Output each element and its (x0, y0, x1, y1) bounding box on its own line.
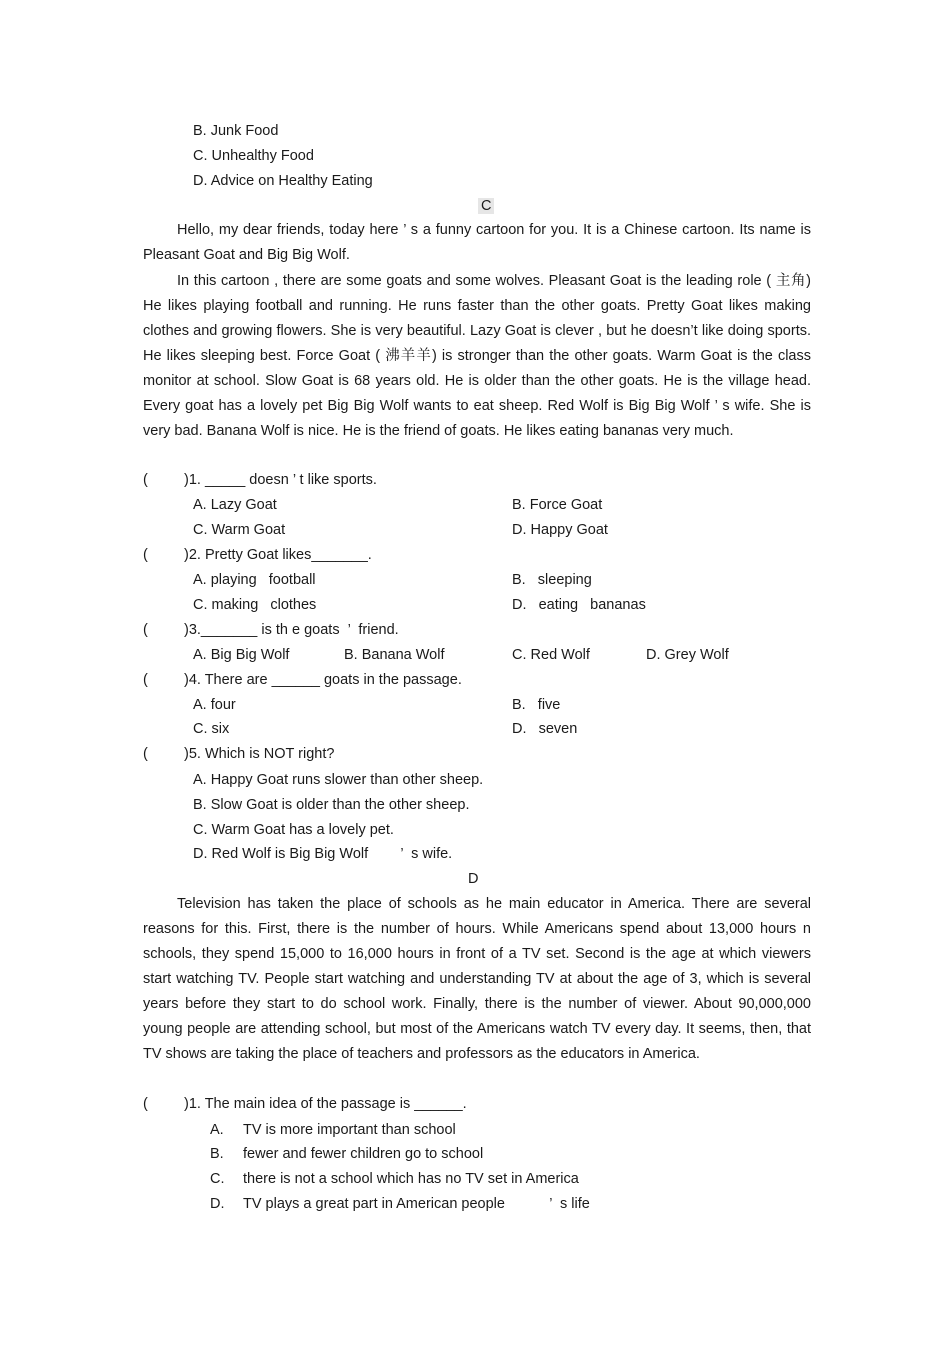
option-a-letter: A. (210, 1122, 224, 1138)
prev-option-d: D. Advice on Healthy Eating (193, 173, 373, 189)
option-b: B. Banana Wolf (344, 647, 445, 663)
question-bracket: ( (143, 746, 148, 762)
section-c-paragraph-1: Hello, my dear friends, today here ’ s a funny cartoon for you. It is a Chinese cartoon. Its name is Pleasant Goat and Big Big Wolf. (143, 222, 811, 263)
question-stem: )5. Which is NOT right? (184, 746, 335, 762)
option-b-letter: B. (210, 1146, 224, 1162)
option-b: B. Slow Goat is older than the other sheep. (193, 797, 470, 813)
question-stem: )4. There are ______ goats in the passage. (184, 672, 462, 688)
question-stem: )3._______ is th e goats ’ friend. (184, 622, 399, 638)
question-stem: )1. The main idea of the passage is ______. (184, 1096, 467, 1112)
option-d-text: TV plays a great part in American people ’ s life (243, 1196, 590, 1212)
option-d-letter: D. (210, 1196, 225, 1212)
question-bracket: ( (143, 622, 148, 638)
question-bracket: ( (143, 547, 148, 563)
option-a-text: TV is more important than school (243, 1122, 456, 1138)
option-a: A. Happy Goat runs slower than other sheep. (193, 772, 484, 788)
option-c-text: there is not a school which has no TV set in America (243, 1171, 579, 1187)
option-d: D. seven (512, 721, 578, 737)
section-c-heading-text: C (478, 198, 494, 214)
section-d-passage (143, 892, 811, 1067)
option-c: C. Red Wolf (512, 647, 590, 663)
question-bracket: ( (143, 672, 148, 688)
question-bracket: ( (143, 472, 148, 488)
option-a: A. four (193, 697, 236, 713)
option-b: B. sleeping (512, 572, 592, 588)
prev-option-b: B. Junk Food (193, 123, 279, 139)
option-c: C. six (193, 721, 230, 737)
question-bracket: ( (143, 1096, 148, 1112)
question-stem: )1. _____ doesn ’ t like sports. (184, 472, 377, 488)
option-a: A. Lazy Goat (193, 497, 277, 513)
option-d: D. Grey Wolf (646, 647, 729, 663)
section-d-heading: D (468, 871, 479, 887)
option-a: A. playing football (193, 572, 316, 588)
section-c-paragraph-2: In this cartoon , there are some goats and some wolves. Pleasant Goat is the leading role ( 主角) He likes playing football and running. He runs faster than the other goats. Pretty Goat likes making clothes and growing flowers. She is very beautiful. Lazy Goat is clever , but he doesn’t like doing sports. He likes sleeping best. Force Goat ( 沸羊羊) is stronger than the other goats. Warm Goat is the class monitor at school. Slow Goat is 68 years old. He is older than the other goats. He is the village head. Every goat has a lovely pet Big Big Wolf wants to eat sheep. Red Wolf is Big Big Wolf ’ s wife. She is very bad. Banana Wolf is nice. He is the friend of goats. He likes eating bananas very much. (143, 273, 811, 439)
option-c: C. Warm Goat (193, 522, 286, 538)
prev-option-c: C. Unhealthy Food (193, 148, 314, 164)
option-a: A. Big Big Wolf (193, 647, 290, 663)
option-d: D. Happy Goat (512, 522, 608, 538)
section-d-paragraph: Television has taken the place of schools as he main educator in America. There are several reasons for this. First, there is the number of hours. While Americans spend about 13,000 hours n schools, they spend 15,000 to 16,000 hours in front of a TV set. Second is the age at which viewers start watching TV. People start watching and understanding TV at about the age of 3, which is several years before they start to do school work. Finally, there is the number of viewer. About 90,000,000 young people are attending school, but most of the Americans watch TV every day. It seems, then, that TV shows are taking the place of teachers and professors as the educators in America. (143, 896, 811, 1062)
section-c-heading (478, 196, 494, 216)
option-d: D. eating bananas (512, 597, 646, 613)
option-c-letter: C. (210, 1171, 225, 1187)
option-b: B. Force Goat (512, 497, 603, 513)
option-d: D. Red Wolf is Big Big Wolf ’ s wife. (193, 846, 453, 862)
option-c: C. making clothes (193, 597, 317, 613)
section-c-passage (143, 218, 811, 444)
option-b: B. five (512, 697, 561, 713)
option-c: C. Warm Goat has a lovely pet. (193, 822, 394, 838)
option-b-text: fewer and fewer children go to school (243, 1146, 484, 1162)
question-stem: )2. Pretty Goat likes_______. (184, 547, 372, 563)
